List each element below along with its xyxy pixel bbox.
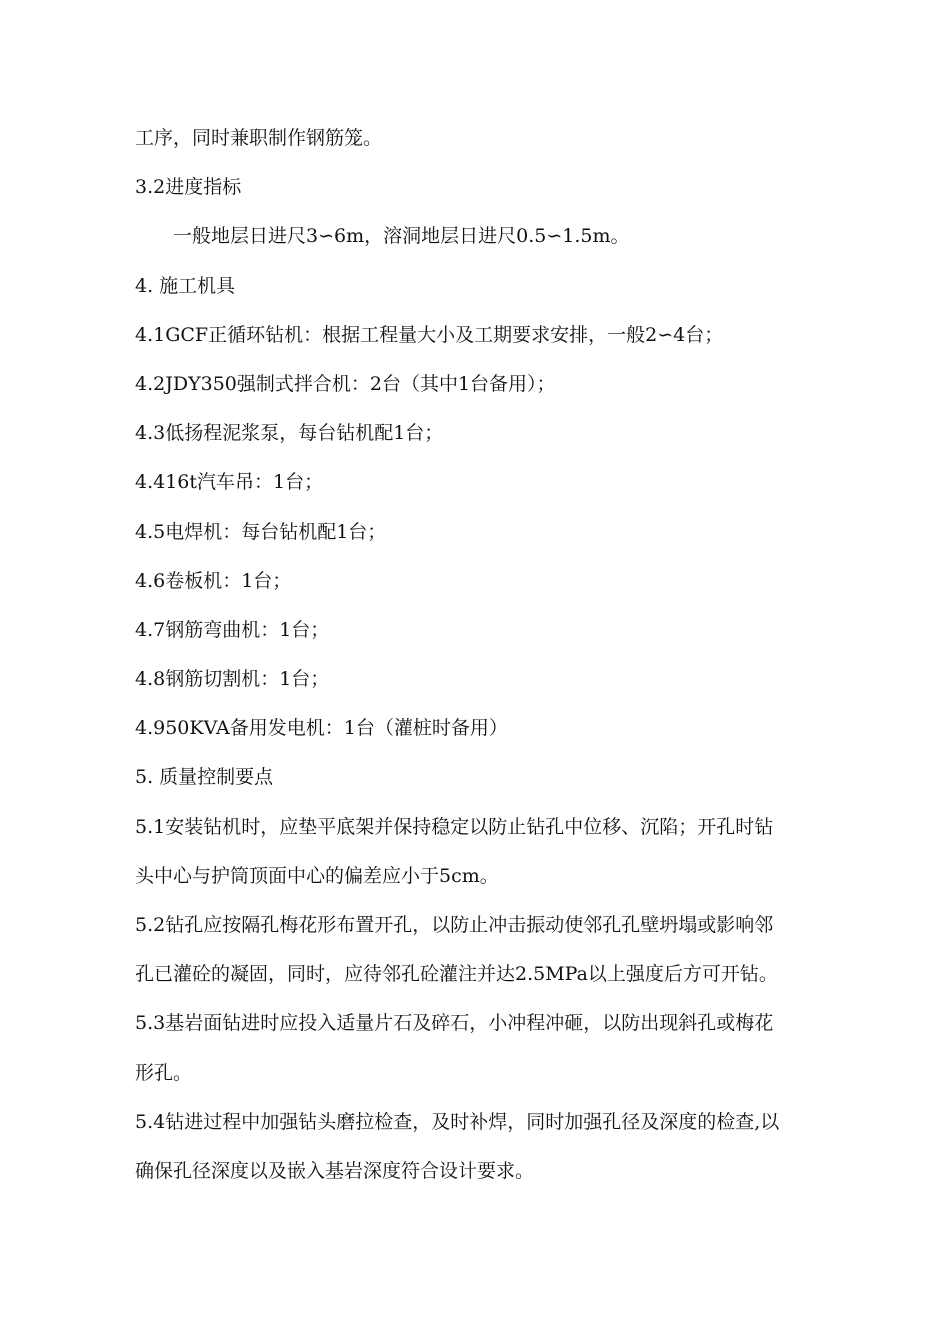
list-item: 4.7钢筋弯曲机：1台； [135,618,330,641]
section-heading: 4. 施工机具 [135,274,236,297]
text-line: 一般地层日进尺3∽6m，溶洞地层日进尺0.5∽1.5m。 [173,225,630,248]
paragraph-line: 5.1安装钻机时，应垫平底架并保持稳定以防止钻孔中位移、沉陷；开孔时钻 [135,815,774,838]
list-item: 4.1GCF正循环钻机：根据工程量大小及工期要求安排，一般2∽4台； [135,323,724,346]
list-item: 4.950KVA备用发电机：1台（灌桩时备用） [135,717,508,740]
list-item: 4.3低扬程泥浆泵，每台钻机配1台； [135,422,444,445]
text-line: 工序，同时兼职制作钢筋笼。 [135,127,383,149]
paragraph-line: 确保孔径深度以及嵌入基岩深度符合设计要求。 [135,1159,535,1182]
list-item: 4.6卷板机：1台； [135,569,292,592]
section-heading: 3.2进度指标 [135,176,242,199]
list-item: 4.8钢筋切割机：1台； [135,668,330,691]
paragraph-line: 头中心与护筒顶面中心的偏差应小于5cm。 [135,864,499,887]
list-item: 4.2JDY350强制式拌合机：2台（其中1台备用）； [135,372,556,395]
list-item: 4.416t汽车吊：1台； [135,471,324,494]
list-item: 4.5电焊机：每台钻机配1台； [135,520,387,543]
document-body [135,120,875,1202]
paragraph-line: 形孔。 [135,1061,193,1084]
paragraph-line: 孔已灌砼的凝固，同时，应待邻孔砼灌注并达2.5MPa以上强度后方可开钻。 [135,963,778,986]
paragraph-line: 5.2钻孔应按隔孔梅花形布置开孔，以防止冲击振动使邻孔孔壁坍塌或影响邻 [135,914,774,936]
paragraph-line: 5.3基岩面钻进时应投入适量片石及碎石，小冲程冲砸，以防出现斜孔或梅花 [135,1012,774,1035]
paragraph-line: 5.4钻进过程中加强钻头磨拉检查，及时补焊，同时加强孔径及深度的检查,以 [135,1110,780,1133]
section-heading: 5. 质量控制要点 [135,766,274,789]
